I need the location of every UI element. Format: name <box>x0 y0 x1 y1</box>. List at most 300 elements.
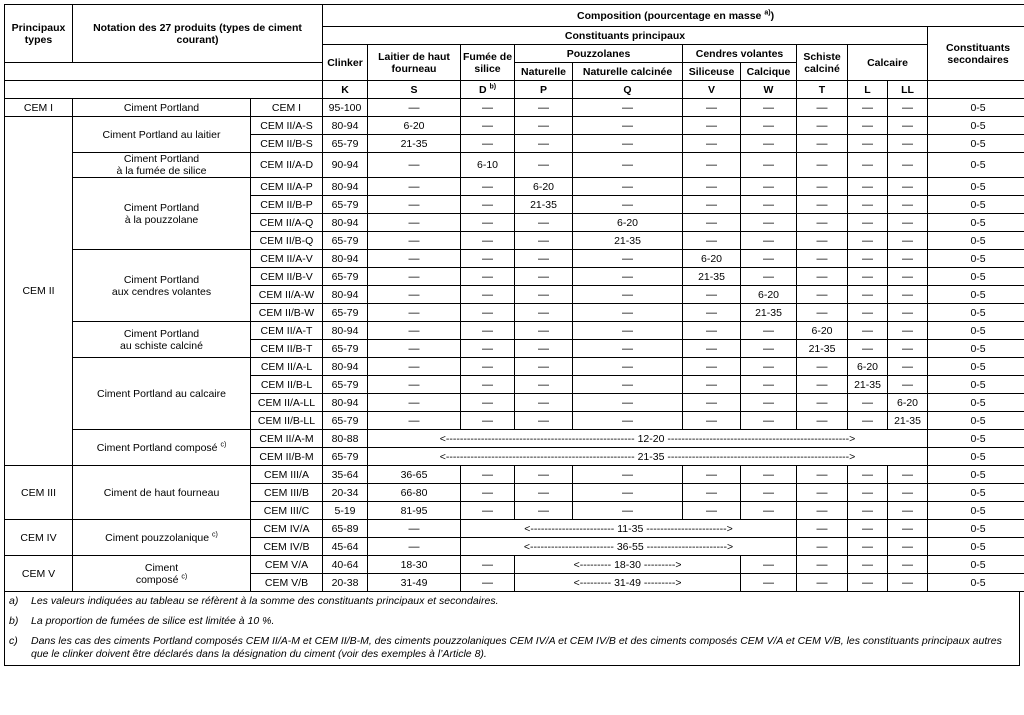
cement-code: CEM IV/B <box>251 538 323 556</box>
composition-value: 66-80 <box>368 484 461 502</box>
secondary-value: 0-5 <box>928 394 1024 412</box>
secondary-value: 0-5 <box>928 448 1024 466</box>
cement-code: CEM II/A-T <box>251 322 323 340</box>
composition-value: — <box>848 286 888 304</box>
composition-value: 45-64 <box>323 538 368 556</box>
composition-value: — <box>741 117 797 135</box>
composition-value: — <box>683 196 741 214</box>
composition-value: — <box>461 214 515 232</box>
cement-code: CEM I <box>251 99 323 117</box>
composition-value: — <box>461 376 515 394</box>
composition-value: — <box>888 502 928 520</box>
code-q: Q <box>573 81 683 99</box>
composition-value: — <box>741 502 797 520</box>
code-k: K <box>323 81 368 99</box>
header-calcique: Calcique <box>741 63 797 81</box>
composition-value: 65-79 <box>323 135 368 153</box>
composition-value: 36-65 <box>368 466 461 484</box>
composition-value: — <box>368 286 461 304</box>
composition-value: — <box>797 153 848 178</box>
composition-value: — <box>848 556 888 574</box>
composition-value: — <box>683 484 741 502</box>
composition-value: — <box>797 556 848 574</box>
composition-value: — <box>888 304 928 322</box>
composition-value: — <box>797 502 848 520</box>
product-name-text-2: composé <box>135 573 179 586</box>
secondary-value: 0-5 <box>928 358 1024 376</box>
footnote-c <box>5 632 1019 665</box>
composition-value: — <box>368 178 461 196</box>
composition-value: — <box>741 466 797 484</box>
code-d-text: D <box>478 83 487 96</box>
composition-value: — <box>461 268 515 286</box>
composition-value: — <box>515 322 573 340</box>
composition-value: 90-94 <box>323 153 368 178</box>
composition-value: — <box>741 250 797 268</box>
composition-value: — <box>741 196 797 214</box>
composition-value: — <box>515 502 573 520</box>
secondary-value: 0-5 <box>928 574 1024 592</box>
composition-value: 80-94 <box>323 250 368 268</box>
composition-value: — <box>848 574 888 592</box>
composition-value: 31-49 <box>368 574 461 592</box>
composition-value: — <box>741 135 797 153</box>
table-row <box>5 430 1024 448</box>
cement-code: CEM III/A <box>251 466 323 484</box>
table-row <box>5 466 1024 484</box>
product-name-text-2: au schiste calciné <box>120 339 203 352</box>
table-row <box>5 99 1024 117</box>
composition-value: 65-79 <box>323 232 368 250</box>
composition-value: 21-35 <box>573 232 683 250</box>
product-name <box>73 430 251 466</box>
cement-code: CEM V/B <box>251 574 323 592</box>
composition-value: 6-20 <box>573 214 683 232</box>
cement-type: CEM I <box>5 99 73 117</box>
composition-value: — <box>741 178 797 196</box>
composition-value: 6-20 <box>683 250 741 268</box>
composition-value: — <box>683 466 741 484</box>
composition-value: — <box>683 135 741 153</box>
secondary-value: 0-5 <box>928 214 1024 232</box>
composition-value: — <box>683 304 741 322</box>
code-ll: LL <box>888 81 928 99</box>
composition-value: — <box>741 340 797 358</box>
composition-value: — <box>461 574 515 592</box>
cement-code: CEM II/B-W <box>251 304 323 322</box>
product-name-text: Ciment Portland <box>123 327 200 340</box>
composition-value: 21-35 <box>741 304 797 322</box>
composition-value: — <box>848 178 888 196</box>
secondary-value: 0-5 <box>928 340 1024 358</box>
table-body <box>5 99 1024 592</box>
composition-value: — <box>515 250 573 268</box>
composition-value: — <box>848 394 888 412</box>
composition-value: — <box>888 556 928 574</box>
composition-value: 21-35 <box>888 412 928 430</box>
header-composition <box>323 5 1024 27</box>
composition-value: — <box>888 117 928 135</box>
composition-value: 80-94 <box>323 394 368 412</box>
product-name <box>73 466 251 520</box>
composition-value: — <box>741 574 797 592</box>
cement-type: CEM III <box>5 466 73 520</box>
table-row <box>5 250 1024 268</box>
header-constituants-principaux: Constituants principaux <box>323 27 928 45</box>
table-row <box>5 358 1024 376</box>
composition-value: 80-94 <box>323 117 368 135</box>
composition-value: — <box>573 117 683 135</box>
composition-value: — <box>368 268 461 286</box>
footnote-text: Dans les cas des ciments Portland composés CEM II/A-M et CEM II/B-M, des ciments pouzzolaniques CEM IV/A et CEM IV/B et des ciments composés CEM V/A et CEM V/B, les constituants principaux autres que le clinker doivent être déclarés dans la désignation du ciment (voir des exemples à l’Article 8). <box>31 635 1002 660</box>
composition-value: 21-35 <box>683 268 741 286</box>
composition-value: — <box>573 196 683 214</box>
composition-value: 65-79 <box>323 340 368 358</box>
composition-value: — <box>888 376 928 394</box>
composition-value: — <box>848 412 888 430</box>
composition-value: — <box>888 466 928 484</box>
composition-value: — <box>683 153 741 178</box>
composition-value: — <box>797 196 848 214</box>
composition-value: — <box>461 358 515 376</box>
composition-value: 6-20 <box>848 358 888 376</box>
composition-value: — <box>888 538 928 556</box>
composition-value: — <box>515 232 573 250</box>
composition-value: — <box>515 358 573 376</box>
header-fumee: Fumée de silice <box>461 45 515 81</box>
composition-value: — <box>573 502 683 520</box>
composition-value: — <box>461 196 515 214</box>
composition-value: — <box>848 153 888 178</box>
code-t: T <box>797 81 848 99</box>
secondary-value: 0-5 <box>928 556 1024 574</box>
composition-range-bar: <--------- 18-30 ---------> <box>515 556 741 574</box>
composition-value: — <box>461 340 515 358</box>
composition-value: 81-95 <box>368 502 461 520</box>
composition-value: — <box>797 135 848 153</box>
composition-value: — <box>683 394 741 412</box>
header-naturelle: Naturelle <box>515 63 573 81</box>
composition-value: — <box>888 250 928 268</box>
composition-value: — <box>797 99 848 117</box>
composition-value: — <box>573 153 683 178</box>
product-name <box>73 178 251 250</box>
footnote-label: b) <box>9 615 19 627</box>
composition-value: — <box>368 538 461 556</box>
header-pouzzolanes: Pouzzolanes <box>515 45 683 63</box>
composition-value: — <box>888 286 928 304</box>
footnotes <box>4 592 1020 666</box>
product-name-text: Ciment Portland composé <box>96 441 218 454</box>
table-row <box>5 322 1024 340</box>
cement-composition-table <box>4 4 1024 592</box>
composition-value: — <box>368 520 461 538</box>
product-name-text-2: aux cendres volantes <box>111 285 212 298</box>
footnote-ref-a: a) <box>764 9 771 16</box>
product-name <box>73 250 251 322</box>
header-code-spacer <box>5 81 323 99</box>
composition-value: — <box>888 214 928 232</box>
code-secondary-spacer <box>928 81 1024 99</box>
composition-value: — <box>848 322 888 340</box>
composition-value: — <box>683 322 741 340</box>
composition-value: — <box>461 286 515 304</box>
composition-value: — <box>461 502 515 520</box>
composition-value: — <box>797 574 848 592</box>
composition-value: — <box>848 466 888 484</box>
header-blank <box>5 63 323 81</box>
product-name-text: Ciment Portland <box>123 101 200 114</box>
header-clinker: Clinker <box>323 45 368 81</box>
product-name-text-2: à la fumée de silice <box>116 165 207 177</box>
cement-code: CEM V/A <box>251 556 323 574</box>
cement-type: CEM V <box>5 556 73 592</box>
composition-value: — <box>461 394 515 412</box>
composition-value: — <box>888 358 928 376</box>
product-name-text: Ciment Portland <box>123 273 200 286</box>
table-row <box>5 153 1024 178</box>
composition-value: — <box>515 286 573 304</box>
product-name <box>73 99 251 117</box>
composition-value: — <box>797 538 848 556</box>
composition-value: 6-10 <box>461 153 515 178</box>
composition-value: — <box>683 178 741 196</box>
composition-value: — <box>461 99 515 117</box>
composition-value: — <box>515 394 573 412</box>
composition-value: — <box>888 232 928 250</box>
composition-value: — <box>461 250 515 268</box>
cement-code: CEM II/A-LL <box>251 394 323 412</box>
composition-value: — <box>683 376 741 394</box>
composition-value: — <box>573 178 683 196</box>
composition-value: — <box>888 99 928 117</box>
composition-value: 80-94 <box>323 322 368 340</box>
cement-code: CEM IV/A <box>251 520 323 538</box>
composition-value: — <box>888 268 928 286</box>
secondary-value: 0-5 <box>928 178 1024 196</box>
composition-value: — <box>461 322 515 340</box>
composition-value: 65-79 <box>323 448 368 466</box>
header-notation: Notation des 27 produits (types de ciment courant) <box>73 5 323 63</box>
composition-value: — <box>461 232 515 250</box>
composition-value: — <box>797 268 848 286</box>
composition-range-bar: <------------------------ 36-55 -----------------------> <box>461 538 797 556</box>
composition-value: — <box>461 412 515 430</box>
code-s: S <box>368 81 461 99</box>
header-composition-text: Composition (pourcentage en masse <box>577 9 762 22</box>
composition-value: — <box>461 304 515 322</box>
product-name <box>73 358 251 430</box>
composition-value: — <box>848 268 888 286</box>
cement-code: CEM II/A-L <box>251 358 323 376</box>
composition-value: — <box>888 322 928 340</box>
header-constituants-secondaires: Constituants secondaires <box>928 27 1024 81</box>
composition-value: — <box>515 412 573 430</box>
composition-value: — <box>515 99 573 117</box>
composition-value: — <box>515 484 573 502</box>
composition-value: — <box>573 99 683 117</box>
product-name-text: Ciment de haut fourneau <box>103 486 220 499</box>
table-row <box>5 556 1024 574</box>
composition-value: — <box>368 358 461 376</box>
cement-code: CEM II/B-V <box>251 268 323 286</box>
composition-value: — <box>741 394 797 412</box>
product-name <box>73 117 251 153</box>
secondary-value: 0-5 <box>928 286 1024 304</box>
composition-value: — <box>683 99 741 117</box>
code-p: P <box>515 81 573 99</box>
composition-range-bar: <------------------------------------------------------ 21-35 ----------------------------------------------------> <box>368 448 928 466</box>
footnote-ref-c: c) <box>211 531 218 538</box>
composition-value: — <box>515 268 573 286</box>
composition-value: — <box>888 520 928 538</box>
secondary-value: 0-5 <box>928 304 1024 322</box>
composition-value: — <box>888 135 928 153</box>
composition-value: 6-20 <box>368 117 461 135</box>
table-header <box>5 5 1024 99</box>
secondary-value: 0-5 <box>928 135 1024 153</box>
composition-value: — <box>368 232 461 250</box>
composition-value: — <box>461 135 515 153</box>
cement-code: CEM III/B <box>251 484 323 502</box>
composition-value: — <box>741 322 797 340</box>
composition-value: — <box>848 214 888 232</box>
cement-table-page <box>4 4 1020 666</box>
cement-code: CEM II/B-M <box>251 448 323 466</box>
composition-value: 20-34 <box>323 484 368 502</box>
composition-value: — <box>888 153 928 178</box>
composition-value: — <box>797 117 848 135</box>
composition-value: — <box>683 286 741 304</box>
composition-value: 5-19 <box>323 502 368 520</box>
composition-value: — <box>888 340 928 358</box>
composition-value: — <box>683 358 741 376</box>
composition-value: — <box>797 358 848 376</box>
composition-value: — <box>683 232 741 250</box>
composition-value: — <box>848 117 888 135</box>
code-d <box>461 81 515 99</box>
cement-code: CEM II/A-W <box>251 286 323 304</box>
table-row <box>5 117 1024 135</box>
composition-value: — <box>573 250 683 268</box>
composition-value: — <box>848 99 888 117</box>
cement-type: CEM IV <box>5 520 73 556</box>
composition-value: — <box>515 466 573 484</box>
composition-value: — <box>515 135 573 153</box>
composition-value: — <box>848 250 888 268</box>
secondary-value: 0-5 <box>928 538 1024 556</box>
cement-code: CEM II/B-T <box>251 340 323 358</box>
composition-value: — <box>368 99 461 117</box>
composition-value: — <box>683 412 741 430</box>
cement-type: CEM II <box>5 117 73 466</box>
cement-code: CEM II/B-LL <box>251 412 323 430</box>
composition-value: — <box>797 178 848 196</box>
cement-code: CEM III/C <box>251 502 323 520</box>
composition-value: — <box>797 376 848 394</box>
composition-value: — <box>797 394 848 412</box>
secondary-value: 0-5 <box>928 153 1024 178</box>
cement-code: CEM II/A-S <box>251 117 323 135</box>
composition-value: — <box>515 340 573 358</box>
header-laitier: Laitier de haut fourneau <box>368 45 461 81</box>
composition-value: 6-20 <box>515 178 573 196</box>
composition-value: — <box>515 376 573 394</box>
composition-value: 18-30 <box>368 556 461 574</box>
composition-value: 80-94 <box>323 286 368 304</box>
composition-value: — <box>848 520 888 538</box>
product-name-text: Ciment Portland au laitier <box>102 128 221 141</box>
composition-value: 6-20 <box>797 322 848 340</box>
composition-value: — <box>515 304 573 322</box>
product-name-text: Ciment pouzzolanique <box>105 531 210 544</box>
cement-code: CEM II/B-S <box>251 135 323 153</box>
footnote-ref-c: c) <box>220 441 227 448</box>
composition-value: — <box>683 340 741 358</box>
composition-value: — <box>461 466 515 484</box>
composition-value: — <box>573 412 683 430</box>
composition-value: 21-35 <box>797 340 848 358</box>
footnote-label: c) <box>9 635 18 647</box>
composition-value: — <box>741 99 797 117</box>
secondary-value: 0-5 <box>928 268 1024 286</box>
composition-value: 21-35 <box>515 196 573 214</box>
footnote-ref-c: c) <box>181 573 188 580</box>
composition-value: — <box>573 484 683 502</box>
secondary-value: 0-5 <box>928 430 1024 448</box>
composition-value: 6-20 <box>741 286 797 304</box>
composition-value: — <box>368 394 461 412</box>
composition-value: — <box>368 214 461 232</box>
composition-value: — <box>797 412 848 430</box>
table-row <box>5 520 1024 538</box>
composition-value: — <box>683 117 741 135</box>
product-name <box>73 322 251 358</box>
secondary-value: 0-5 <box>928 322 1024 340</box>
header-principaux-types: Principaux types <box>5 5 73 63</box>
composition-value: — <box>848 538 888 556</box>
cement-code: CEM II/A-P <box>251 178 323 196</box>
footnote-ref-b: b) <box>489 83 497 90</box>
composition-value: — <box>848 340 888 358</box>
composition-value: — <box>848 196 888 214</box>
composition-value: 21-35 <box>848 376 888 394</box>
composition-value: 65-79 <box>323 412 368 430</box>
composition-value: — <box>368 340 461 358</box>
composition-value: — <box>461 556 515 574</box>
composition-value: — <box>888 196 928 214</box>
composition-value: — <box>797 466 848 484</box>
cement-code: CEM II/B-Q <box>251 232 323 250</box>
composition-value: — <box>573 340 683 358</box>
product-name-text: Ciment Portland <box>123 201 200 214</box>
composition-value: — <box>741 268 797 286</box>
composition-value: — <box>573 135 683 153</box>
composition-value: — <box>368 250 461 268</box>
secondary-value: 0-5 <box>928 232 1024 250</box>
product-name-text: Ciment Portland au calcaire <box>97 387 226 400</box>
composition-value: — <box>741 376 797 394</box>
header-naturelle-calcinee: Naturelle calcinée <box>573 63 683 81</box>
composition-value: — <box>797 250 848 268</box>
footnote-b <box>5 612 1019 632</box>
composition-value: 65-89 <box>323 520 368 538</box>
product-name <box>73 153 251 178</box>
composition-value: — <box>573 376 683 394</box>
composition-value: — <box>848 232 888 250</box>
header-composition-close: ) <box>770 9 775 22</box>
composition-range-bar: <--------- 31-49 ---------> <box>515 574 741 592</box>
